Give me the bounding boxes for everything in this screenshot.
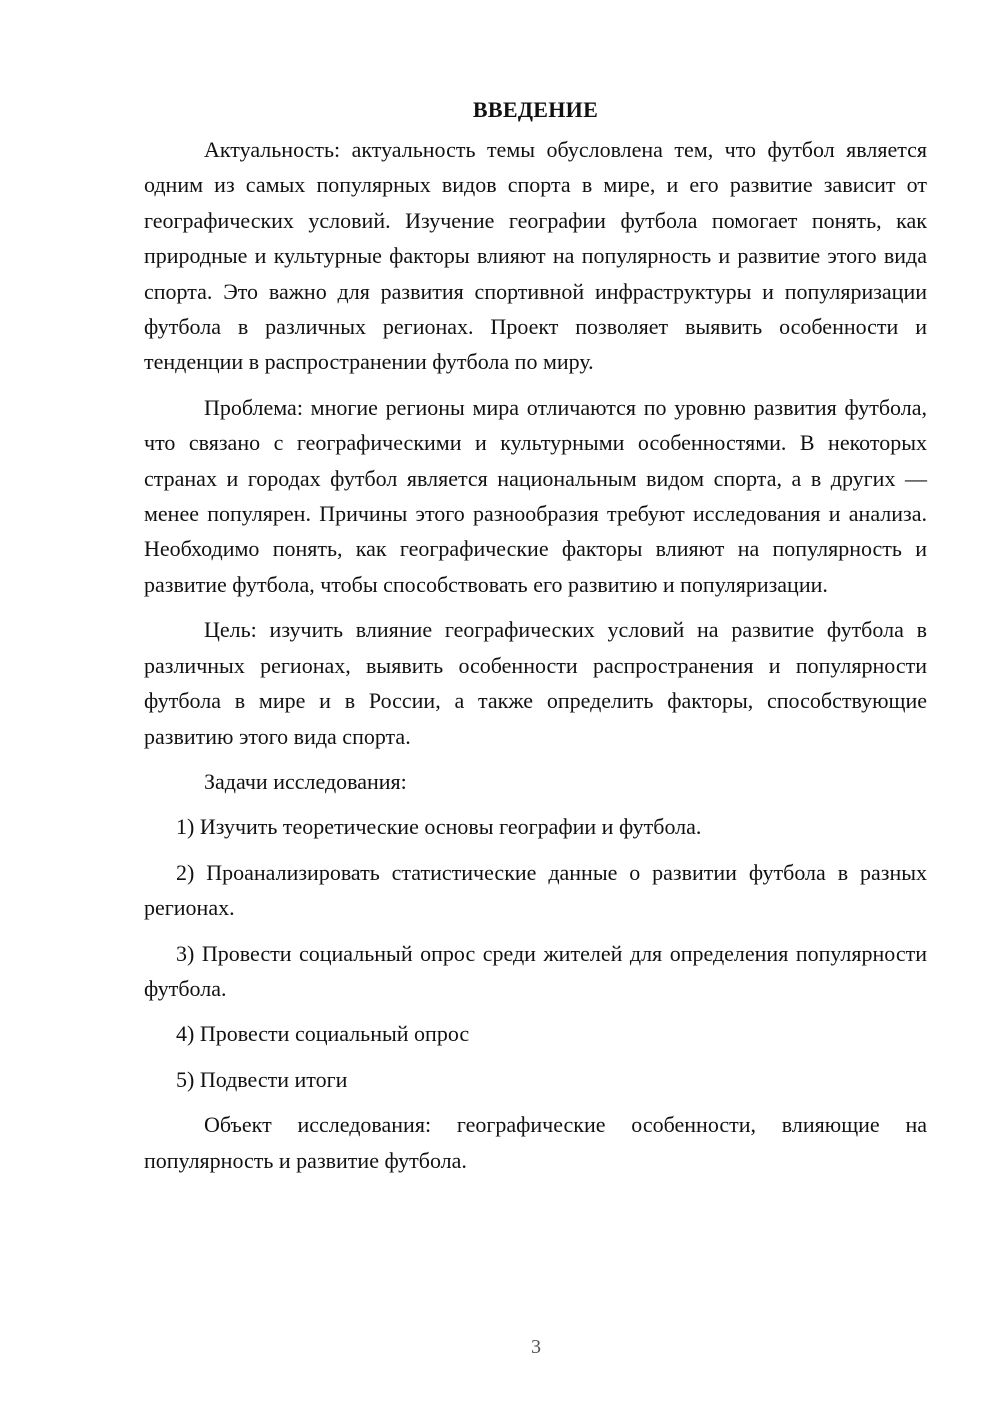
- paragraph-relevance: Актуальность: актуальность темы обусловлена тем, что футбол является одним из самых популярных видов спорта в мире, и его развитие зависит от географических условий. Изучение географии футбола помогает понять, как природные и культурные факторы влияют на популярность и развитие этого вида спорта. Это важно для развития спортивной инфраструктуры и популяризации футбола в различных регионах. Проект позволяет выявить особенности и тенденции в распространении футбола по миру.: [144, 137, 927, 375]
- list-item: 2) Проанализировать статистические данные о развитии футбола в разных регионах.: [144, 859, 927, 921]
- tasks-list: [144, 809, 927, 1097]
- paragraph-goal: Цель: изучить влияние географических условий на развитие футбола в различных регионах, выявить особенности распространения и популярности футбола в мире и в России, а также определить факторы, способствующие развитию этого вида спорта.: [144, 617, 927, 749]
- list-item: 3) Провести социальный опрос среди жителей для определения популярности футбола.: [144, 940, 927, 1001]
- page-title: ВВЕДЕНИЕ: [472, 97, 599, 122]
- list-item: 4) Провести социальный опрос: [176, 1021, 470, 1047]
- page-content: [144, 92, 927, 1188]
- paragraph-problem: Проблема: многие регионы мира отличаются по уровню развития футбола, что связано с географическими и культурными особенностями. В некоторых странах и городах футбол является национальным видом спорта, а в других — менее популярен. Причины этого разнообразия требуют исследования и анализа. Необходимо понять, как географические факторы влияют на популярность и развитие футбола, чтобы способствовать его развитию и популяризации.: [144, 394, 927, 597]
- paragraph-object: Объект исследования: географические особенности, влияющие на популярность и развитие футбола.: [144, 1112, 927, 1173]
- page-number: 3: [531, 1336, 541, 1358]
- tasks-heading: Задачи исследования:: [204, 768, 407, 794]
- list-item: 1) Изучить теоретические основы географии и футбола.: [176, 814, 702, 840]
- list-item: 5) Подвести итоги: [176, 1066, 348, 1092]
